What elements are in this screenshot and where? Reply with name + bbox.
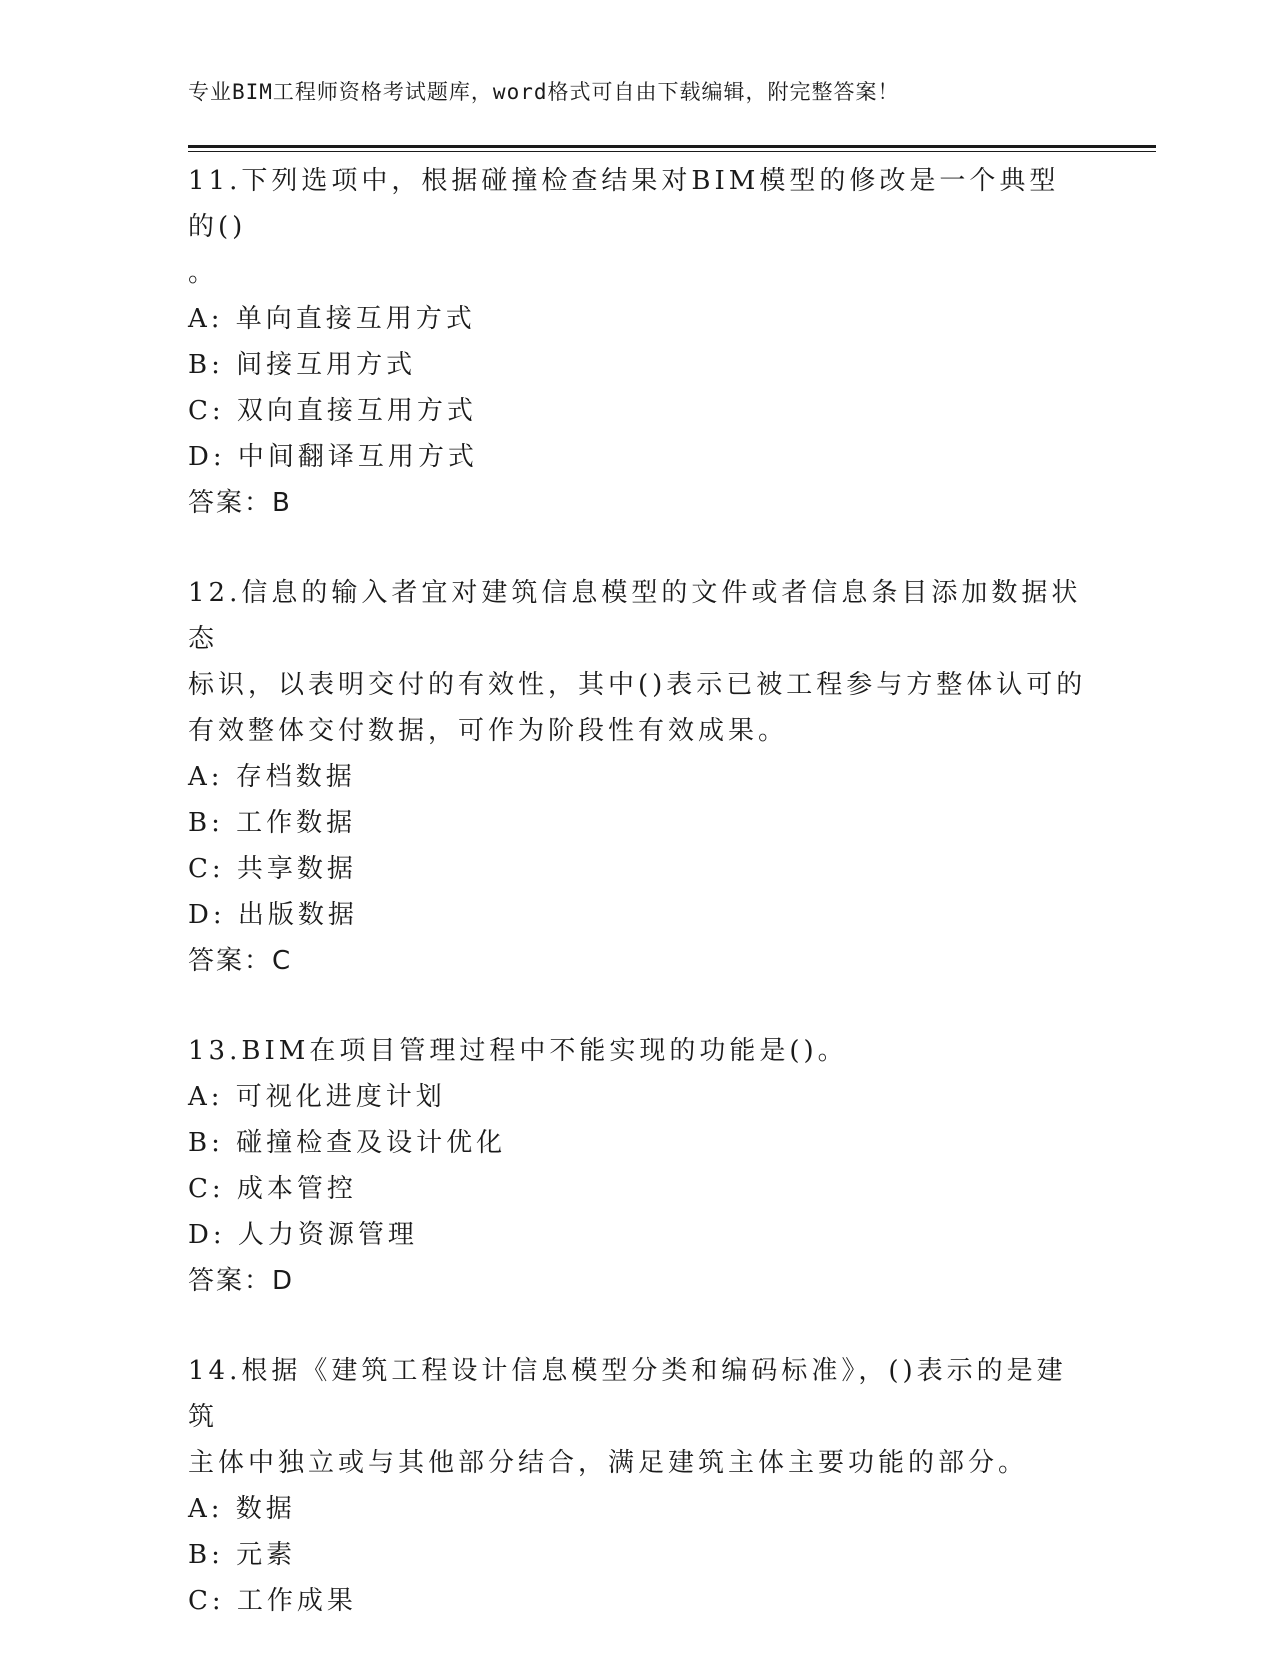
option-c: C: 双向直接互用方式 — [188, 396, 477, 426]
option-a: A: 存档数据 — [188, 762, 356, 792]
header-divider-thick — [188, 145, 1156, 148]
header-divider-thin — [188, 151, 1156, 152]
answer-line: 答案：B — [188, 488, 292, 518]
question-stem: 14.根据《建筑工程设计信息模型分类和编码标准》，()表示的是建筑 主体中独立或与其他部分结合，满足建筑主体主要功能的部分。 — [188, 1356, 1067, 1478]
option-b: B: 碰撞检查及设计优化 — [188, 1128, 507, 1158]
option-d: D: 中间翻译互用方式 — [188, 442, 478, 472]
option-a: A: 数据 — [188, 1494, 296, 1524]
question-stem: 13.BIM在项目管理过程中不能实现的功能是()。 — [188, 1036, 848, 1066]
question-14 — [188, 1348, 1088, 1624]
answer-line: 答案：D — [188, 1266, 295, 1296]
question-12 — [188, 570, 1088, 984]
question-stem: 12.信息的输入者宜对建筑信息模型的文件或者信息条目添加数据状态 标识，以表明交付的有效性，其中()表示已被工程参与方整体认可的 有效整体交付数据，可作为阶段性有效成果。 — [188, 578, 1087, 746]
option-c: C: 工作成果 — [188, 1586, 357, 1616]
option-b: B: 间接互用方式 — [188, 350, 417, 380]
answer-line: 答案：C — [188, 946, 293, 976]
option-c: C: 成本管控 — [188, 1174, 357, 1204]
option-d: D: 出版数据 — [188, 900, 358, 930]
option-b: B: 工作数据 — [188, 808, 357, 838]
question-stem: 11.下列选项中，根据碰撞检查结果对BIM模型的修改是一个典型的() 。 — [188, 166, 1060, 288]
question-13 — [188, 1028, 1088, 1304]
question-list — [188, 158, 1088, 1668]
option-a: A: 可视化进度计划 — [188, 1082, 446, 1112]
question-11 — [188, 158, 1088, 526]
option-d: D: 人力资源管理 — [188, 1220, 418, 1250]
page-header-text: 专业BIM工程师资格考试题库，word格式可自由下载编辑，附完整答案！ — [188, 80, 900, 104]
option-c: C: 共享数据 — [188, 854, 357, 884]
option-b: B: 元素 — [188, 1540, 297, 1570]
option-a: A: 单向直接互用方式 — [188, 304, 476, 334]
